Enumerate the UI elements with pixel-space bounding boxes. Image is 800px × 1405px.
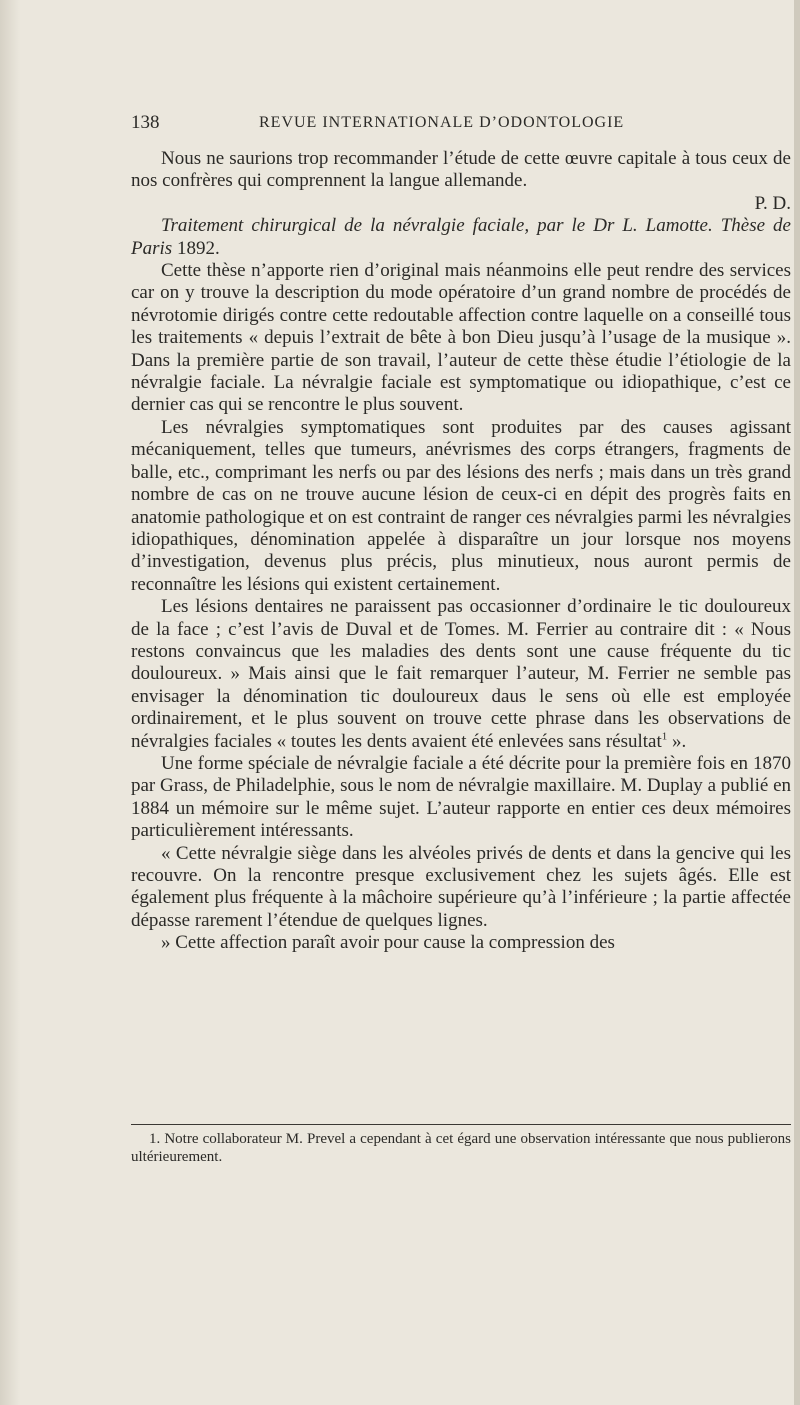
paragraph <box>131 596 791 753</box>
paragraph: « Cette névralgie siège dans les alvéoles privés de dents et dans la gencive qui les recouvre. On la rencontre presque exclusivement chez les sujets âgés. Elle est également plus fréquente à la mâchoire supérieure qu’à l’inférieure ; la partie affectée dépasse rarement l’étendue de quelques lignes. <box>131 842 791 931</box>
review-title-text: Traitement chirurgical de la névralgie faciale, par le Dr L. Lamotte. Thèse de Paris <box>131 215 791 259</box>
page-header <box>131 112 791 138</box>
paragraph-end: ». <box>667 730 687 752</box>
review-title <box>131 215 791 260</box>
review-year: 1892. <box>176 237 220 259</box>
page-left-edge-shadow <box>0 0 20 1405</box>
paragraph-text: Les lésions dentaires ne paraissent pas occasionner d’ordinaire le tic douloureux de la face ; c’est l’avis de Duval et de Tomes. M. Ferrier au contraire dit : « Nous restons convaincus que les maladies des dents sont une cause fréquente du tic douloureux. » Mais ainsi que le fait remarquer l’auteur, M. Ferrier ne semble pas envisager la dénomination tic douloureux daus le sens où elle est employée ordinairement, et le plus souvent on trouve cette phrase dans les observations de névralgies faciales « toutes les dents avaient été enlevées sans résultat <box>131 596 791 752</box>
footnote-ref: 1 <box>661 730 668 743</box>
footnote <box>131 1130 791 1166</box>
paragraph: » Cette affection paraît avoir pour cause la compression des <box>161 932 615 954</box>
body-text <box>131 148 791 955</box>
paragraph: Les névralgies symptomatiques sont produites par des causes agissant mécaniquement, telles que tumeurs, anévrismes des corps étrangers, fragments de balle, etc., comprimant les nerfs ou par des lésions des nerfs ; mais dans un très grand nombre de cas on ne trouve aucune lésion de ceux-ci en dépit des progrès faits en anatomie pathologique et on est contraint de ranger ces névralgies parmi les névralgies idiopathiques, dénomination appelée à disparaître un jour lorsque nos moyens d’investigation, devenus plus précis, plus minutieux, nous auront permis de reconnaître les lésions qui existent certainement. <box>131 416 791 595</box>
page-right-edge <box>794 0 800 1405</box>
paragraph: Cette thèse n’apporte rien d’original mais néanmoins elle peut rendre des services car on y trouve la description du mode opératoire d’un grand nombre de procédés de névrotomie dirigés contre cette redoutable affection contre laquelle on a conseillé tous les traitements « depuis l’extrait de bête à bon Dieu jusqu’à l’usage de la musique ». Dans la première partie de son travail, l’auteur de cette thèse étudie l’étiologie de la névralgie faciale. La névralgie faciale est symptomatique ou idiopathique, c’est ce dernier cas qui se rencontre le plus souvent. <box>131 260 791 416</box>
paragraph: Une forme spéciale de névralgie faciale a été décrite pour la première fois en 1870 par Grass, de Philadelphie, sous le nom de névralgie maxillaire. M. Duplay a publié en 1884 un mémoire sur le même sujet. L’auteur rapporte en entier ces deux mémoires particulièrement intéressants. <box>131 752 791 842</box>
author-signature: P. D. <box>754 192 791 214</box>
running-head: REVUE INTERNATIONALE D’ODONTOLOGIE <box>259 114 625 131</box>
page-number: 138 <box>131 112 160 133</box>
paragraph: Nous ne saurions trop recommander l’étude de cette œuvre capitale à tous ceux de nos confrères qui comprennent la langue allemande. <box>131 148 791 192</box>
footnote-rule <box>131 1124 791 1125</box>
footnote-text: 1. Notre collaborateur M. Prevel a cependant à cet égard une observation intéressante que nous publierons ultérieurement. <box>131 1131 791 1165</box>
